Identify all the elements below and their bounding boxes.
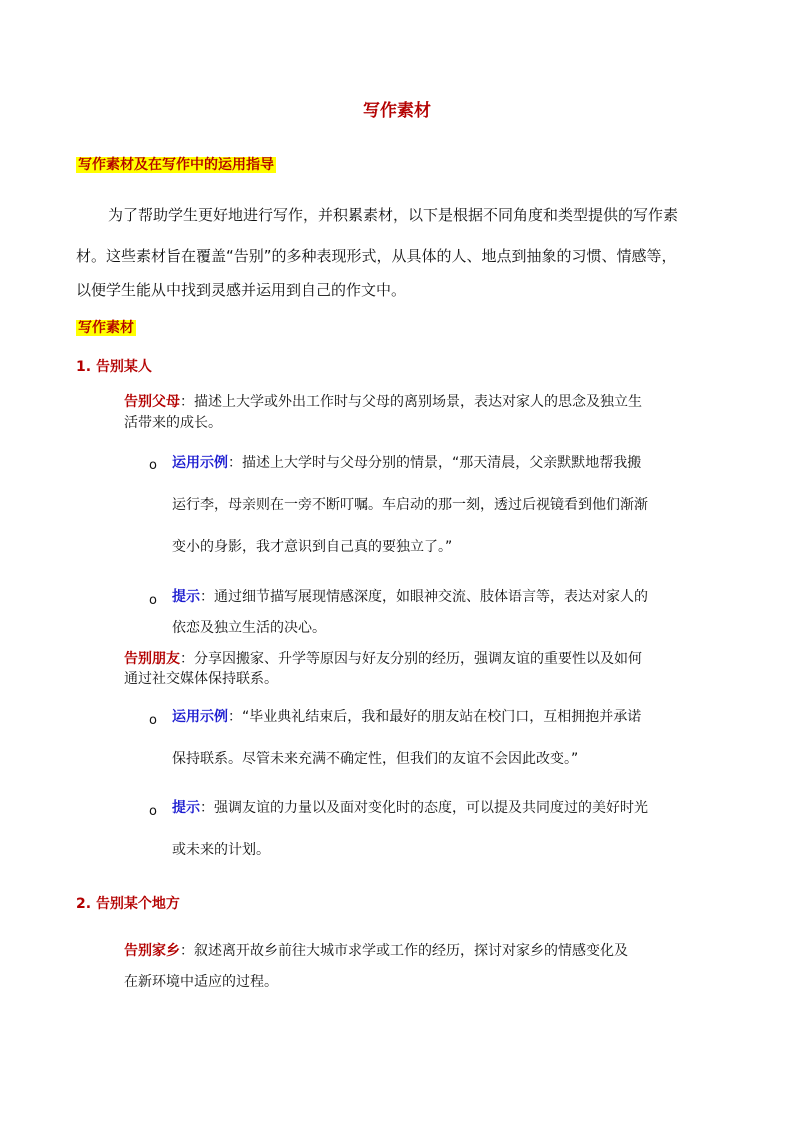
friends-example-line-1 [172, 707, 641, 727]
parents-example-text-1: ：描述上大学时与父母分别的情景，“那天清晨，父亲默默地帮我搬 [228, 455, 642, 471]
page-title: 写作素材 [363, 101, 431, 121]
parents-colon: ： [180, 394, 194, 410]
parents-example-line-1 [172, 453, 641, 473]
section-1-title: 告别某人 [95, 359, 152, 375]
intro-line-1: 为了帮助学生更好地进行写作，并积累素材，以下是根据不同角度和类型提供的写作素 [108, 206, 679, 224]
friends-colon: ： [180, 651, 194, 667]
friends-tip-bullet: o [149, 804, 157, 819]
friends-example-bullet: o [149, 713, 157, 728]
friends-desc-text-1: 分享因搬家、升学等原因与好友分别的经历，强调友谊的重要性以及如何 [194, 651, 642, 667]
section-1-number: 1. [76, 359, 92, 375]
hometown-desc-line-1 [124, 941, 734, 961]
parents-example-label: 运用示例 [172, 455, 228, 471]
friends-desc-line-2: 通过社交媒体保持联系。 [124, 671, 278, 687]
friends-tip-text-1: ：强调友谊的力量以及面对变化时的态度，可以提及共同度过的美好时光 [200, 800, 648, 816]
materials-heading [76, 317, 136, 337]
hometown-desc-text-1: 叙述离开故乡前往大城市求学或工作的经历，探讨对家乡的情感变化及 [194, 943, 628, 959]
parents-example-line-3: 变小的身影，我才意识到自己真的要独立了。” [172, 539, 453, 555]
parents-desc-line-1 [124, 392, 734, 412]
parents-example-bullet: o [149, 458, 157, 473]
section-2-heading [76, 893, 180, 913]
friends-tip-label: 提示 [172, 800, 200, 816]
hometown-colon: ： [180, 943, 194, 959]
parents-example-line-2: 运行李，母亲则在一旁不断叮嘱。车启动的那一刻，透过后视镜看到他们渐渐 [172, 497, 648, 513]
parents-tip-label: 提示 [172, 589, 200, 605]
parents-tip-line-2: 依恋及独立生活的决心。 [172, 620, 326, 636]
friends-desc-line-1 [124, 649, 734, 669]
friends-example-line-2: 保持联系。尽管未来充满不确定性，但我们的友谊不会因此改变。” [172, 751, 579, 767]
friends-tip-line-2: 或未来的计划。 [172, 842, 270, 858]
section-2-title: 告别某个地方 [95, 896, 180, 912]
parents-tip-line-1 [172, 587, 648, 607]
friends-tip-line-1 [172, 798, 648, 818]
friends-example-label: 运用示例 [172, 709, 228, 725]
hometown-desc-line-2: 在新环境中适应的过程。 [124, 974, 278, 990]
parents-desc-line-2: 活带来的成长。 [124, 415, 222, 431]
section-1-heading [76, 356, 152, 376]
section-2-number: 2. [76, 896, 92, 912]
friends-label: 告别朋友 [124, 651, 180, 667]
parents-tip-bullet: o [149, 593, 157, 608]
parents-label: 告别父母 [124, 394, 180, 410]
guide-heading-text: 写作素材及在写作中的运用指导 [78, 157, 274, 173]
friends-example-text-1: ：“毕业典礼结束后，我和最好的朋友站在校门口，互相拥抱并承诺 [228, 709, 642, 725]
parents-desc-text-1: 描述上大学或外出工作时与父母的离别场景，表达对家人的思念及独立生 [194, 394, 642, 410]
hometown-label: 告别家乡 [124, 943, 180, 959]
intro-line-2: 材。这些素材旨在覆盖“告别”的多种表现形式，从具体的人、地点到抽象的习惯、情感等， [76, 247, 677, 265]
parents-tip-text-1: ：通过细节描写展现情感深度，如眼神交流、肢体语言等，表达对家人的 [200, 589, 648, 605]
materials-heading-text: 写作素材 [78, 320, 134, 336]
guide-heading [76, 154, 276, 174]
intro-line-3: 以便学生能从中找到灵感并运用到自己的作文中。 [76, 281, 407, 299]
